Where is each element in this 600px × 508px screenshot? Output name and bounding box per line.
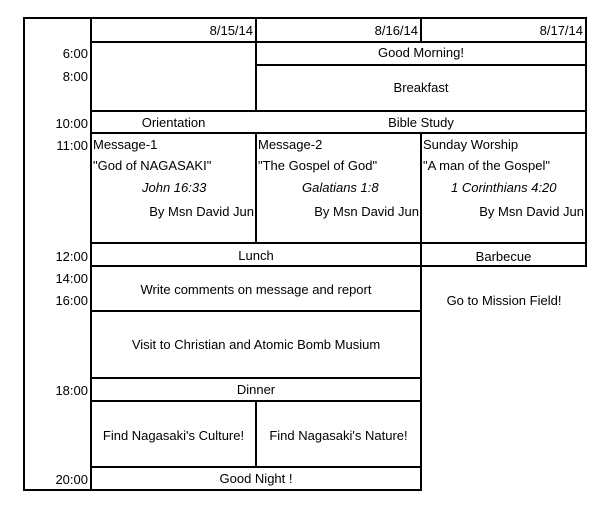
event-good-morning: Good Morning! <box>378 45 464 60</box>
message-quote: "The Gospel of God" <box>258 158 378 173</box>
time-label-1400: 14:00 <box>55 271 88 286</box>
event-write-comments: Write comments on message and report <box>140 282 372 297</box>
message-speaker: By Msn David Jun <box>479 204 584 219</box>
message-quote: "God of NAGASAKI" <box>93 158 212 173</box>
grid-line <box>90 310 422 312</box>
grid-line <box>420 265 587 267</box>
grid-line <box>255 64 587 66</box>
message-title: Message-1 <box>93 137 158 152</box>
event-lunch: Lunch <box>238 248 274 263</box>
time-label-1600: 16:00 <box>55 293 88 308</box>
time-label-1200: 12:00 <box>55 249 88 264</box>
grid-line <box>90 242 587 244</box>
time-label-1100: 11:00 <box>56 138 88 153</box>
message-speaker: By Msn David Jun <box>149 204 254 219</box>
date-header-2: 8/16/14 <box>374 23 418 38</box>
event-visit-museum: Visit to Christian and Atomic Bomb Musium <box>131 337 381 352</box>
event-find-nature: Find Nagasaki's Nature! <box>269 428 408 443</box>
date-header-3: 8/17/14 <box>539 23 583 38</box>
event-go-to-mission-field: Go to Mission Field! <box>446 293 562 308</box>
message-quote: "A man of the Gospel" <box>423 158 551 173</box>
grid-line <box>585 17 587 267</box>
event-bible-study: Bible Study <box>388 115 454 130</box>
event-barbecue: Barbecue <box>475 249 532 264</box>
grid-line <box>420 132 422 244</box>
message-verse: John 16:33 <box>142 180 207 195</box>
grid-line <box>420 242 422 491</box>
grid-line <box>255 132 257 244</box>
event-breakfast: Breakfast <box>393 80 449 95</box>
grid-line <box>90 41 587 43</box>
event-orientation: Orientation <box>141 115 206 130</box>
message-title: Message-2 <box>258 137 323 152</box>
event-find-culture: Find Nagasaki's Culture! <box>102 428 245 443</box>
time-label-0600: 6:00 <box>62 46 88 61</box>
message-title: Sunday Worship <box>423 137 519 152</box>
message-speaker: By Msn David Jun <box>314 204 419 219</box>
grid-line <box>23 489 422 491</box>
event-good-night: Good Night ! <box>219 471 293 486</box>
event-dinner: Dinner <box>236 382 276 397</box>
grid-line <box>90 132 587 134</box>
time-label-1000: 10:00 <box>55 116 88 131</box>
grid-line <box>23 17 587 19</box>
grid-line <box>90 110 587 112</box>
message-verse: Galatians 1:8 <box>302 180 379 195</box>
time-label-2000: 20:00 <box>55 472 88 487</box>
grid-line <box>90 265 422 267</box>
time-label-1800: 18:00 <box>55 383 88 398</box>
date-header-1: 8/15/14 <box>209 23 253 38</box>
message-verse: 1 Corinthians 4:20 <box>451 180 557 195</box>
grid-line <box>90 377 422 379</box>
time-label-0800: 8:00 <box>62 69 88 84</box>
